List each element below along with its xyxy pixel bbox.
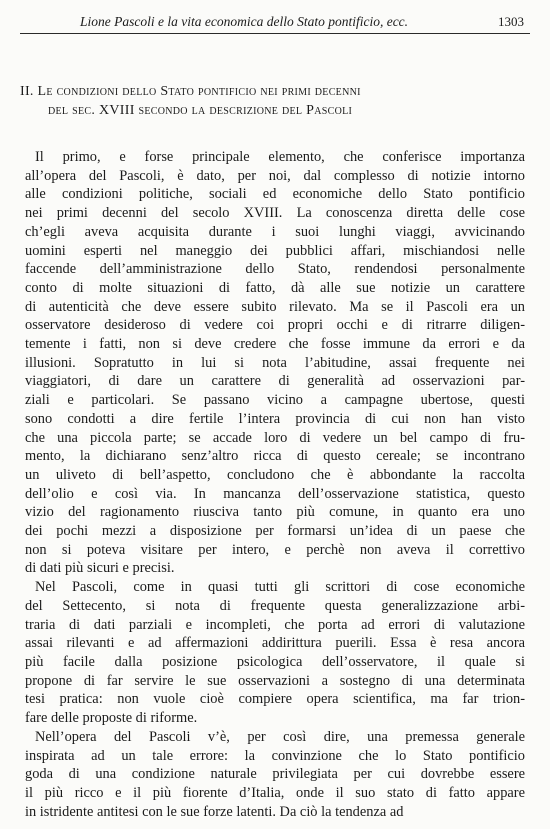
- text-line: sono condotti a dire fertile l’intera provincia di cui non han visto: [25, 410, 525, 427]
- text-line: Nel Pascoli, come in quasi tutti gli scrittori di cose economiche: [35, 579, 525, 596]
- text-line: non si poteva visitare per intero, e perchè non aveva il correttivo: [25, 541, 525, 558]
- text-line: più facile dalla posizione psicologica dell’osservatore, il quale si: [25, 653, 525, 670]
- text-line: un uliveto di bell’aspetto, concludono che è abbondante la raccolta: [25, 466, 525, 483]
- text-line: temente i fatti, non si deve credere che fosse immune da errori e da: [25, 336, 525, 353]
- text-line: goda di una condizione naturale privilegiata per cui dovrebbe essere: [25, 766, 525, 783]
- text-line: alle condizioni politiche, sociali ed economiche dello Stato pontificio: [25, 186, 525, 203]
- text-line: traria di dati parziali e incompleti, che porta ad errori di valutazione: [25, 616, 525, 633]
- text-line: conto di molte situazioni di fatto, dà alle sue notizie un carattere: [25, 279, 525, 296]
- text-line: dell’olio e così via. In mancanza dell’osservazione statistica, questo: [25, 485, 525, 502]
- text-line: assai rilevanti e ad affermazioni addirittura puerili. Essa è resa ancora: [25, 635, 525, 652]
- text-line: vizio del ragionamento riusciva tanto più comune, in quanto era uno: [25, 504, 525, 521]
- running-title: Lione Pascoli e la vita economica dello Stato pontificio, ecc.: [80, 14, 409, 29]
- running-header: [20, 14, 530, 34]
- text-line: Nell’opera del Pascoli v’è, per così dire, una premessa generale: [35, 728, 525, 745]
- text-line: dei pochi mezzi a disposizione per formarsi un’idea di un paese che: [25, 523, 525, 540]
- text-line: nei primi decenni del secolo XVIII. La conoscenza diretta delle cose: [25, 205, 525, 222]
- text-line: faccende dell’amministrazione dello Stato, rendendosi personalmente: [25, 261, 525, 278]
- text-line: viaggiatori, di dare un carattere di generalità ad osservazioni par-: [25, 373, 525, 390]
- section-heading-line-1: II. Le condizioni dello Stato pontificio nei primi decenni: [20, 84, 361, 99]
- text-line: fare delle proposte di riforme.: [25, 710, 198, 727]
- text-line: di autenticità che deve essere subito rilevato. Ma se il Pascoli era un: [25, 298, 525, 315]
- paragraph: [25, 728, 525, 822]
- paragraph: [25, 148, 525, 578]
- text-line: uomini esperti nel maneggio dei pubblici affari, mischiandosi nelle: [25, 242, 525, 259]
- page-number: 1303: [498, 14, 524, 29]
- text-line: mento, la dichiarano senz’altro ricca di questo cereale; se incontrano: [25, 448, 525, 465]
- text-line: del Settecento, si nota di frequente questa generalizzazione arbi-: [25, 597, 525, 614]
- paragraph: [25, 578, 525, 728]
- text-line: in istridente antitesi con le sue forze latenti. Da ciò la tendenza ad: [25, 803, 404, 820]
- text-line: propone di far servire le sue osservazioni a sostegno di una determinata: [25, 672, 525, 689]
- text-line: ziali e particolari. Se passano vicino a campagne ubertose, questi: [25, 392, 525, 409]
- text-line: all’opera del Pascoli, è dato, per noi, dal complesso di notizie intorno: [25, 167, 525, 184]
- text-line: illusioni. Sopratutto in lui si nota l’abitudine, assai frequente nei: [25, 354, 525, 371]
- section-heading: [20, 82, 520, 120]
- text-line: che una piccola parte; se accade loro di vedere un bel campo di fru-: [25, 429, 525, 446]
- text-line: Il primo, e forse principale elemento, che conferisce importanza: [35, 149, 525, 165]
- body-text: [25, 148, 525, 821]
- text-line: di dati più sicuri e precisi.: [25, 560, 175, 577]
- text-line: inspirata ad un tale errore: la convinzione che lo Stato pontificio: [25, 747, 525, 764]
- text-line: ch’egli aveva acquisita durante i suoi lunghi viaggi, avvicinando: [25, 223, 525, 240]
- text-line: osservatore desideroso di vedere coi propri occhi e di ritrarre diligen-: [25, 317, 525, 334]
- text-line: il più ricco e il più fiorente d’Italia, onde il suo stato di fatto appare: [25, 784, 525, 801]
- section-heading-line-2: del sec. XVIII secondo la descrizione del Pascoli: [48, 103, 353, 118]
- text-line: tesi pratica: non vuole cioè compiere opera scientifica, ma far trion-: [25, 691, 525, 708]
